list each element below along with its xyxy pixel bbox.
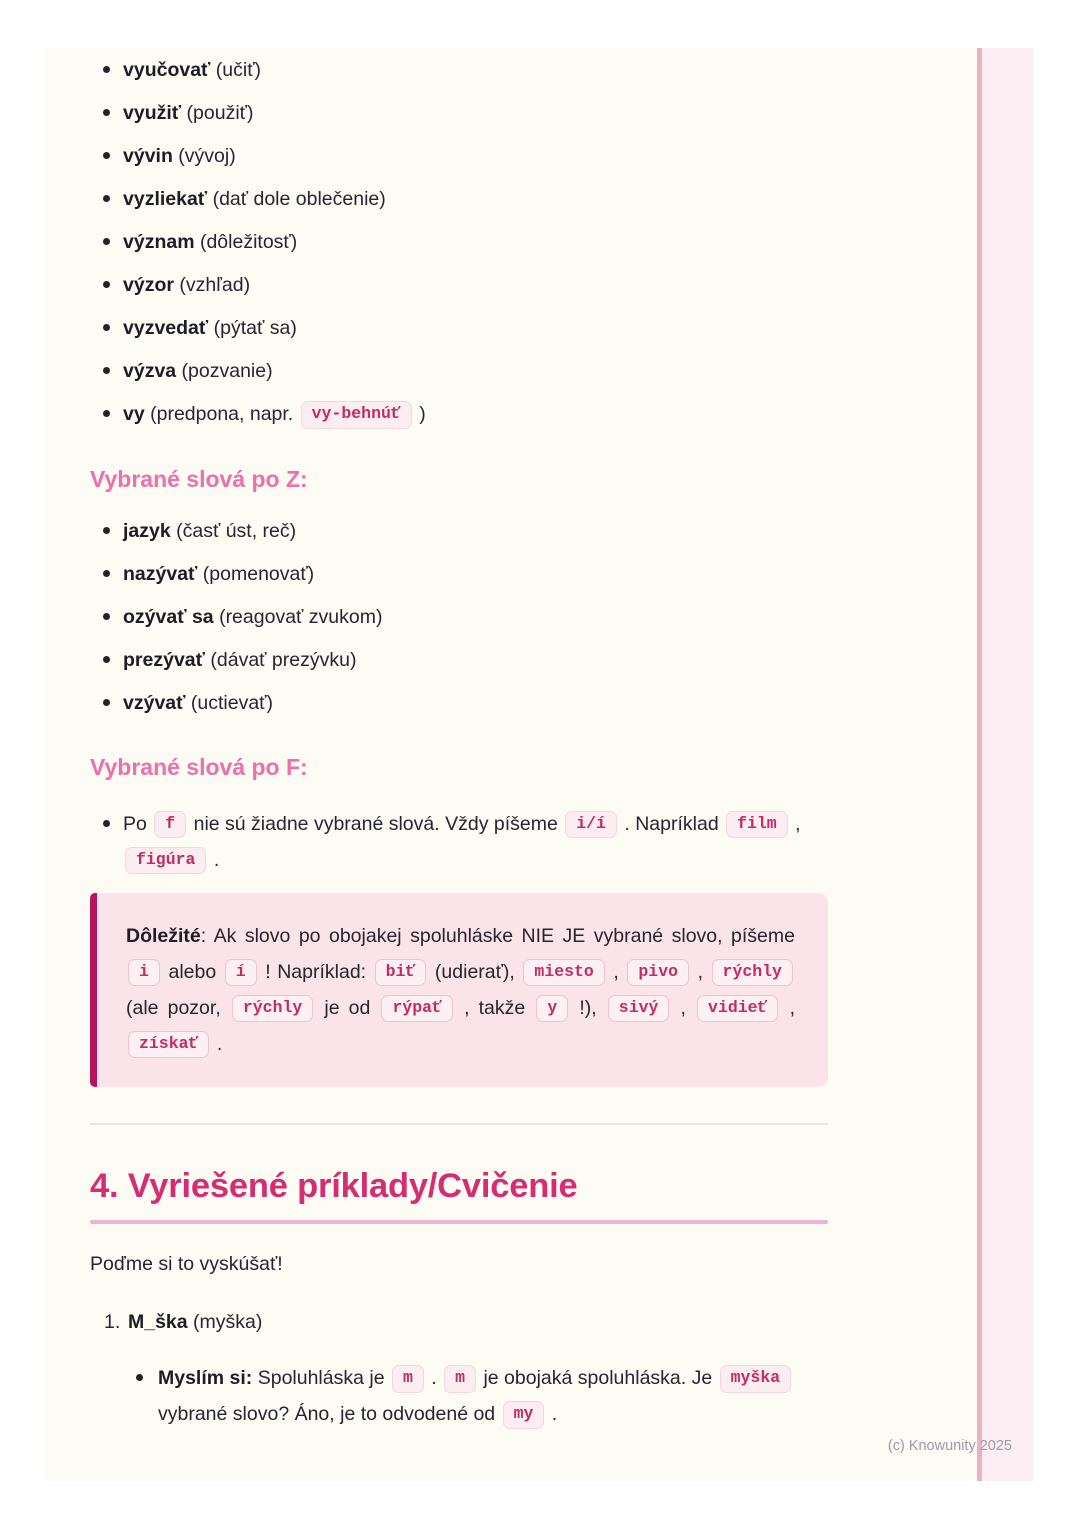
code-badge: miesto — [523, 959, 604, 987]
exercise-item — [90, 1308, 828, 1336]
word-list-item: ozývať sa (reagovať zvukom) — [90, 603, 828, 631]
word-list-item: využiť (použiť) — [90, 99, 828, 127]
section-divider — [90, 1123, 828, 1125]
code-badge: f — [154, 811, 186, 839]
code-badge: pivo — [627, 959, 689, 987]
callout-text: Dôležité: Ak slovo po obojakej spoluhláske NIE JE vybrané slovo, píšeme i alebo í ! Napríklad: biť (udierať), miesto , pivo , rýchly (ale pozor, rýchly je od rýpať , takže y !), sivý , vidieť , získať . — [126, 925, 795, 1055]
code-badge: sivý — [608, 995, 670, 1023]
word-list-item: význam (dôležitosť) — [90, 228, 828, 256]
code-badge: y — [536, 995, 568, 1023]
page-content — [90, 48, 828, 1432]
code-badge: rýchly — [232, 995, 313, 1023]
important-callout — [90, 893, 828, 1087]
code-badge: i/í — [565, 811, 617, 839]
code-badge: figúra — [125, 847, 206, 875]
code-badge: m — [444, 1365, 476, 1393]
word-list-item: vyzliekať (dať dole oblečenie) — [90, 185, 828, 213]
heading-underline — [90, 1220, 828, 1224]
code-badge: film — [726, 811, 788, 839]
exercise-list — [90, 1308, 828, 1336]
exercise-note-item — [90, 1360, 828, 1432]
exercise-number: 1. — [104, 1311, 121, 1334]
section-heading-f: Vybrané slová po F: — [90, 754, 308, 781]
intro-text: Poďme si to vyskúšať! — [90, 1253, 283, 1276]
code-badge: vy-behnúť — [301, 401, 412, 429]
word-list-item: Po f nie sú žiadne vybrané slová. Vždy píšeme i/í . Napríklad film , figúra . — [90, 806, 828, 878]
code-badge: myška — [720, 1365, 792, 1393]
code-badge: i — [128, 959, 160, 987]
word-list-item: prezývať (dávať prezývku) — [90, 646, 828, 674]
word-list-item: výzva (pozvanie) — [90, 357, 828, 385]
word-list-item: vy (predpona, napr. vy-behnúť ) — [90, 400, 828, 429]
word-list-item: vyučovať (učiť) — [90, 56, 828, 84]
exercise-title: M_ška (myška) — [128, 1311, 263, 1334]
code-badge: rýpať — [381, 995, 453, 1023]
word-list-item: vývin (vývoj) — [90, 142, 828, 170]
page-edge-fill — [982, 48, 1033, 1481]
word-list-item: nazývať (pomenovať) — [90, 560, 828, 588]
copyright-text: (c) Knowunity 2025 — [887, 1438, 1012, 1454]
document-page — [45, 48, 1033, 1481]
word-list-item: vyzvedať (pýtať sa) — [90, 314, 828, 342]
code-badge: rýchly — [712, 959, 793, 987]
code-badge: biť — [375, 959, 427, 987]
vy-word-list — [90, 56, 828, 429]
section-4-heading: 4. Vyriešené príklady/Cvičenie — [90, 1166, 578, 1205]
word-list-item: vzývať (uctievať) — [90, 689, 828, 717]
exercise-note-text: Myslím si: Spoluhláska je m . m je obojaká spoluhláska. Je myška vybrané slovo? Áno, je to odvodené od my . — [158, 1367, 793, 1425]
code-badge: my — [503, 1401, 545, 1429]
code-badge: získať — [128, 1031, 209, 1059]
word-list-item: jazyk (časť úst, reč) — [90, 517, 828, 545]
section-heading-z: Vybrané slová po Z: — [90, 465, 308, 492]
code-badge: í — [225, 959, 257, 987]
z-word-list — [90, 517, 828, 717]
code-badge: m — [392, 1365, 424, 1393]
next-page-edge — [977, 48, 1033, 1481]
f-word-list — [90, 806, 828, 878]
exercise-note-list — [90, 1360, 828, 1432]
code-badge: vidieť — [697, 995, 778, 1023]
word-list-item: výzor (vzhľad) — [90, 271, 828, 299]
